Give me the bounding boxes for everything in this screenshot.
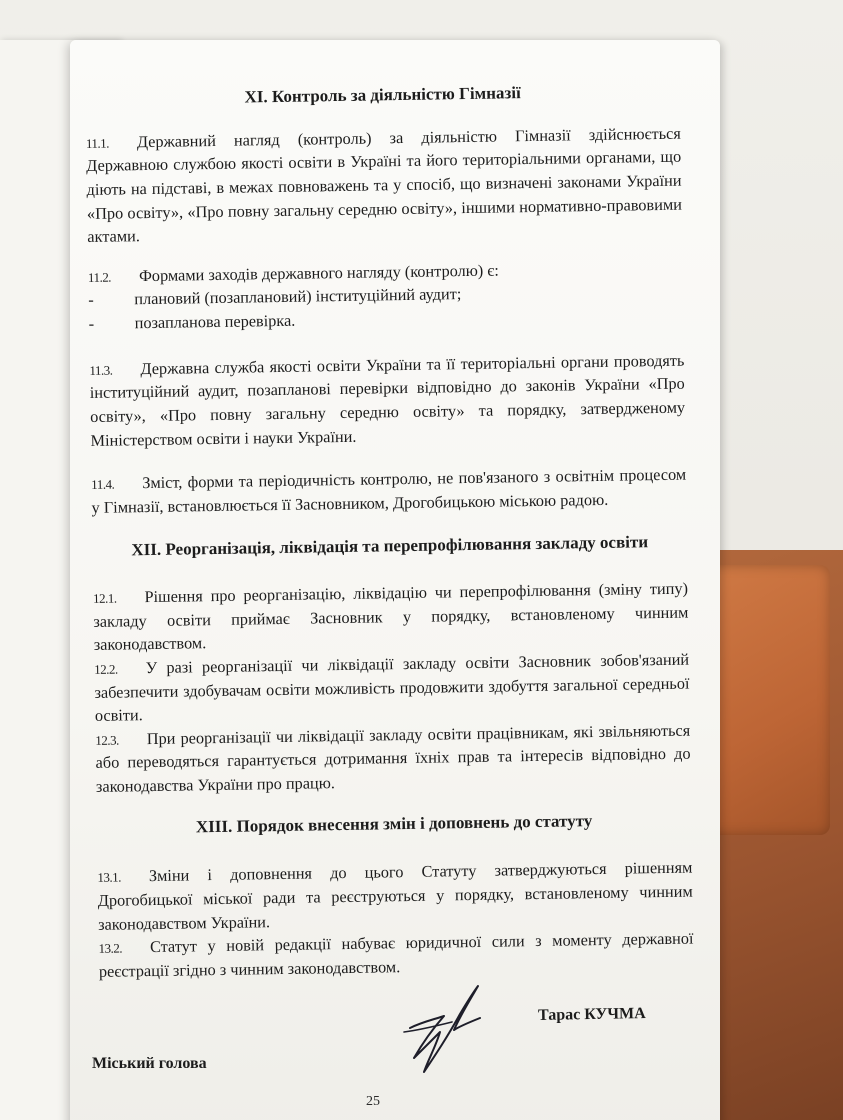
section-12-heading: XII. Реорганізація, ліквідація та перепрофілювання закладу освіти bbox=[131, 532, 649, 560]
page-number: 25 bbox=[366, 1094, 380, 1109]
bullet-dash: - bbox=[88, 290, 94, 310]
clause-number: 11.2. bbox=[87, 269, 112, 285]
clause-text: При реорганізації чи ліквідації закладу освіти працівникам, які звільняються або переводяться гарантується дотримання їхніх прав та інтересів відповідно до законодавства України про працю. bbox=[95, 720, 691, 796]
clause-text: Зміни і доповнення до цього Статуту затверджуються рішенням Дрогобицької міської ради та реєструються у порядку, встановленому чинним законодавством України. bbox=[97, 857, 693, 934]
clause-text: У разі реорганізації чи ліквідації закладу освіти Засновник зобов'язаний забезпечити здобувачам освіти можливість продовжити здобуття загальної середньої освіти. bbox=[94, 649, 690, 726]
clause-11-4 bbox=[91, 463, 687, 520]
clause-number: 11.4. bbox=[91, 476, 115, 493]
clause-number: 13.2. bbox=[98, 940, 123, 957]
list-item-text: позапланова перевірка. bbox=[134, 310, 296, 333]
signer-name: Тарас КУЧМА bbox=[537, 1005, 646, 1024]
section-11-heading: XI. Контроль за діяльністю Гімназії bbox=[244, 83, 521, 107]
list-item-text: плановий (позаплановий) інституційний аудит; bbox=[134, 284, 462, 309]
clause-13-2 bbox=[98, 927, 694, 984]
clause-text: Зміст, форми та періодичність контролю, не пов'язаного з освітнім процесом у Гімназії, встановлюється її Засновником, Дрогобицькою міською радою. bbox=[91, 464, 687, 517]
handwritten-signature bbox=[400, 980, 490, 1075]
clause-number: 12.3. bbox=[95, 732, 119, 748]
clause-text: Державний нагляд (контроль) за діяльністю Гімназії здійснюється Державною службою якості освіти в Україні та його територіальними органами, що діють на підставі, в межах повноважень та у спосіб, що визначені законами України «Про освіту», «Про повну загальну середню освіту», іншими нормативно-правовими актами. bbox=[86, 123, 683, 247]
clause-number: 12.1. bbox=[92, 590, 117, 606]
clause-text: Рішення про реорганізацію, ліквідацію чи перепрофілювання (зміну типу) закладу освіти приймає Засновник у порядку, встановленому чинним законодавством. bbox=[93, 578, 689, 655]
clause-12-2 bbox=[94, 647, 690, 727]
clause-13-1 bbox=[97, 856, 693, 936]
clause-text: Статут у новій редакції набуває юридичної сили з моменту державної реєстрації згідно з чинним законодавством. bbox=[98, 928, 694, 981]
document-body bbox=[85, 79, 694, 984]
clause-number: 11.3. bbox=[89, 362, 113, 378]
bullet-dash: - bbox=[88, 313, 95, 333]
signer-position: Міський голова bbox=[92, 1055, 207, 1072]
clause-number: 12.2. bbox=[94, 661, 118, 677]
clause-11-1 bbox=[86, 121, 683, 248]
clause-number: 13.1. bbox=[97, 869, 122, 886]
section-13-heading: XIII. Порядок внесення змін і доповнень до статуту bbox=[195, 810, 593, 837]
clause-text: Державна служба якості освіти України та її територіальні органи проводять інституційний аудит, позапланові перевірки відповідно до законів України «Про освіту», «Про повну загальну середню освіту» та порядку, затвердженому Міністерством освіти і науки України. bbox=[89, 350, 686, 450]
clause-12-3 bbox=[95, 718, 691, 798]
clause-12-1 bbox=[93, 577, 689, 657]
clause-number: 11.1. bbox=[85, 135, 110, 151]
clause-11-3 bbox=[89, 348, 685, 452]
clause-text: Формами заходів державного нагляду (контролю) є: bbox=[138, 260, 499, 285]
